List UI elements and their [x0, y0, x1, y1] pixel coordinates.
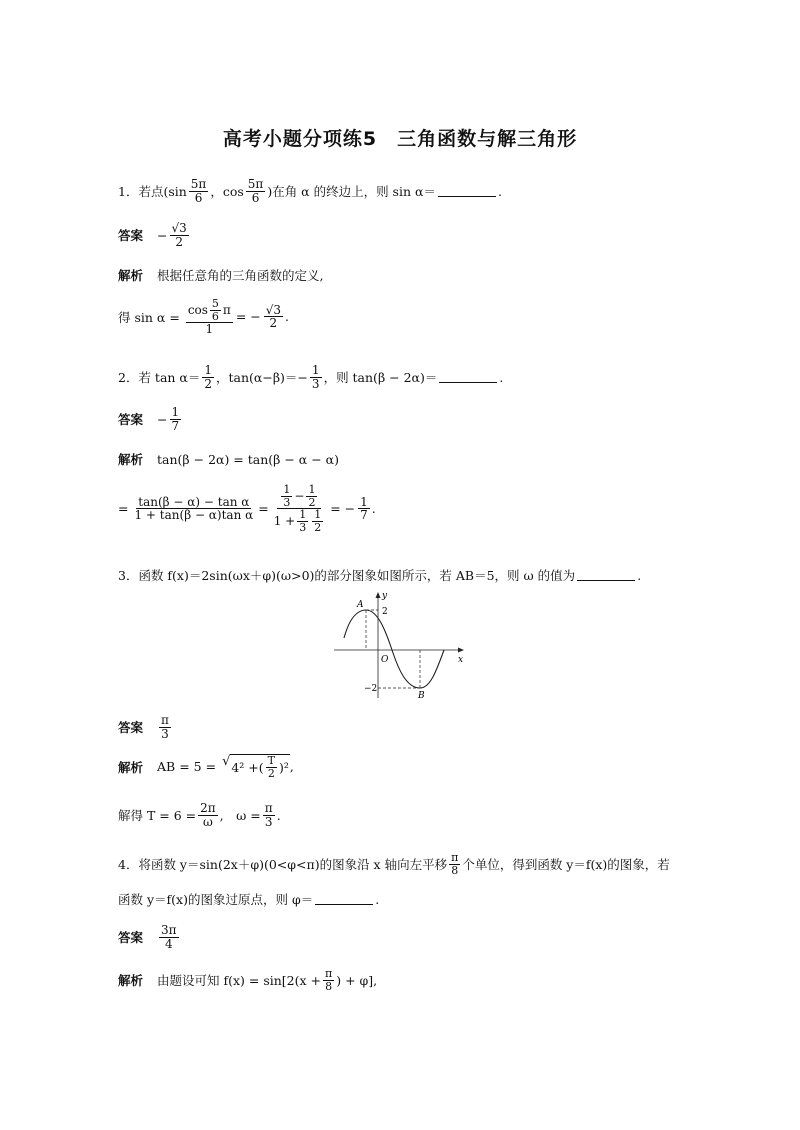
point-a-label: A	[357, 600, 364, 610]
question-3: 3． 函数 f(x)＝2sin(ωx＋φ)(ω>0)的部分图象如图所示，若 AB＝5，则 ω 的值为 .	[118, 567, 642, 583]
x-axis-label: x	[458, 655, 464, 665]
question-text: ，则 tan(β − 2α)＝	[323, 370, 438, 386]
y-axis-label: y	[382, 591, 388, 601]
fraction: $\frac{√3}{2}$	[265, 302, 282, 331]
answer-label: 答案	[118, 412, 144, 428]
question-text: 将函数 y＝sin(2x＋φ)(0<φ<π)的图象沿 x 轴向左平移	[138, 857, 448, 873]
analysis-3: 解析 AB = 5 = √ 4² + ( $\frac{T}{2}$ ) ² ,	[118, 754, 294, 780]
sine-curve	[344, 610, 444, 688]
analysis-2: 解析 tan(β − 2α) = tan(β − α − α)	[118, 451, 339, 467]
point-b-label: B	[418, 691, 425, 700]
fraction: $\frac{1}{7}$	[171, 405, 180, 433]
question-4-line-2: 函数 y＝f(x)的图象过原点，则 φ＝ .	[118, 891, 380, 907]
answer-label: 答案	[118, 228, 144, 244]
origin-label: O	[381, 655, 389, 665]
fraction: $\frac{\pi}{3}$	[161, 713, 169, 741]
answer-blank	[577, 570, 635, 581]
answer-label: 答案	[118, 930, 144, 946]
fraction: $\frac{3\pi}{4}$	[161, 923, 177, 951]
fraction: $\frac{\text{tan(β − α) − tan α}}{\text{1 + tan(β − α)tan α}}$	[134, 494, 254, 523]
fraction: $\frac{5\pi}{6}$	[190, 177, 207, 205]
analysis-1-line-2: 得 sin α = cos $\frac{5}{6}$ π 1 = − $\frac{√3}{2}$ .	[118, 297, 289, 337]
answer-4	[118, 924, 181, 950]
fraction: $\frac{1}{7}$	[360, 494, 368, 523]
fraction: $\frac{1}{3}$	[311, 363, 320, 391]
question-text: 若点(sin	[138, 184, 187, 200]
fraction: $\frac{5}{6}$	[211, 297, 219, 323]
sine-graph-figure	[330, 588, 470, 700]
question-text: 若 tan α＝	[138, 370, 201, 386]
question-text: 函数 f(x)＝2sin(ωx＋φ)(ω>0)的部分图象如图所示，若 AB＝5，则 ω 的值为	[138, 568, 576, 583]
question-number: 1．	[118, 184, 139, 200]
fraction: $\frac{\pi}{8}$	[451, 851, 459, 877]
fraction: $\frac{\pi}{8}$	[325, 967, 333, 993]
analysis-label: 解析	[118, 759, 144, 775]
fraction: $\frac{√3}{2}$	[171, 221, 187, 249]
analysis-label: 解析	[118, 452, 144, 467]
analysis-2-line-2: = $\frac{\text{tan(β − α) − tan α}}{\text{1 + tan(β − α)tan α}}$ = $\frac{1}{3}$ − $\frac{1}{2}$ 1 + $\frac{1}{3}$ $\frac{1}{2}$ = − $\frac{1}{7}$ .	[118, 483, 376, 534]
fraction: $\frac{\pi}{3}$	[264, 801, 273, 829]
analysis-label: 解析	[118, 268, 144, 283]
question-number: 4．	[118, 857, 139, 873]
answer-2: 答案 − $\frac{1}{7}$	[118, 405, 180, 433]
fraction: $\frac{5\pi}{6}$	[247, 177, 264, 205]
page-title: 高考小题分项练5 三角函数与解三角形	[222, 128, 578, 150]
y-axis-arrow	[376, 592, 381, 598]
x-axis-arrow	[458, 648, 464, 653]
answer-label: 答案	[118, 720, 144, 736]
fraction: cos $\frac{5}{6}$ π 1	[187, 297, 231, 337]
fraction: $\frac{1}{2}$	[204, 363, 213, 391]
square-root: √ 4² + ( $\frac{T}{2}$ ) ²	[222, 754, 289, 780]
answer-blank	[438, 186, 496, 197]
analysis-3-line-2: 解得 T = 6 = $\frac{2\pi}{\omega}$ , ω = $\frac{\pi}{3}$ .	[118, 801, 281, 829]
question-1: 1． 若点(sin $\frac{5\pi}{6}$ ，cos $\frac{5\pi}{6}$ )在角 α 的终边上，则 sin α＝ .	[118, 177, 502, 205]
answer-blank	[315, 894, 373, 905]
analysis-1: 解析 根据任意角的三角函数的定义,	[118, 268, 324, 283]
question-number: 2．	[118, 370, 139, 386]
question-text: ，cos	[210, 184, 244, 200]
question-text: 函数 y＝f(x)的图象过原点，则 φ＝	[118, 892, 314, 907]
question-number: 3．	[118, 568, 139, 583]
question-2: 2． 若 tan α＝ $\frac{1}{2}$ ，tan(α−β)＝− $\frac{1}{3}$ ，则 tan(β − 2α)＝ .	[118, 363, 504, 391]
y-tick-neg-2: −2	[364, 684, 378, 694]
answer-1: 答案 − $\frac{√3}{2}$	[118, 221, 187, 249]
question-text: 个单位，得到函数 y＝f(x)的图象，若	[462, 857, 670, 873]
question-text: )在角 α 的终边上，则 sin α＝	[267, 184, 436, 200]
y-tick-2: 2	[382, 607, 388, 617]
analysis-4: 解析 由题设可知 f(x) = sin[2(x + $\frac{\pi}{8}$ ) + φ],	[118, 967, 378, 993]
complex-fraction: $\frac{1}{3}$ − $\frac{1}{2}$ 1 + $\frac{1}{3}$ $\frac{1}{2}$	[273, 483, 322, 534]
answer-3	[118, 714, 173, 740]
fraction: $\frac{2\pi}{\omega}$	[200, 801, 216, 829]
analysis-label: 解析	[118, 973, 144, 989]
question-4	[118, 852, 670, 876]
question-text: ，tan(α−β)＝−	[216, 370, 308, 386]
answer-blank	[439, 372, 497, 383]
